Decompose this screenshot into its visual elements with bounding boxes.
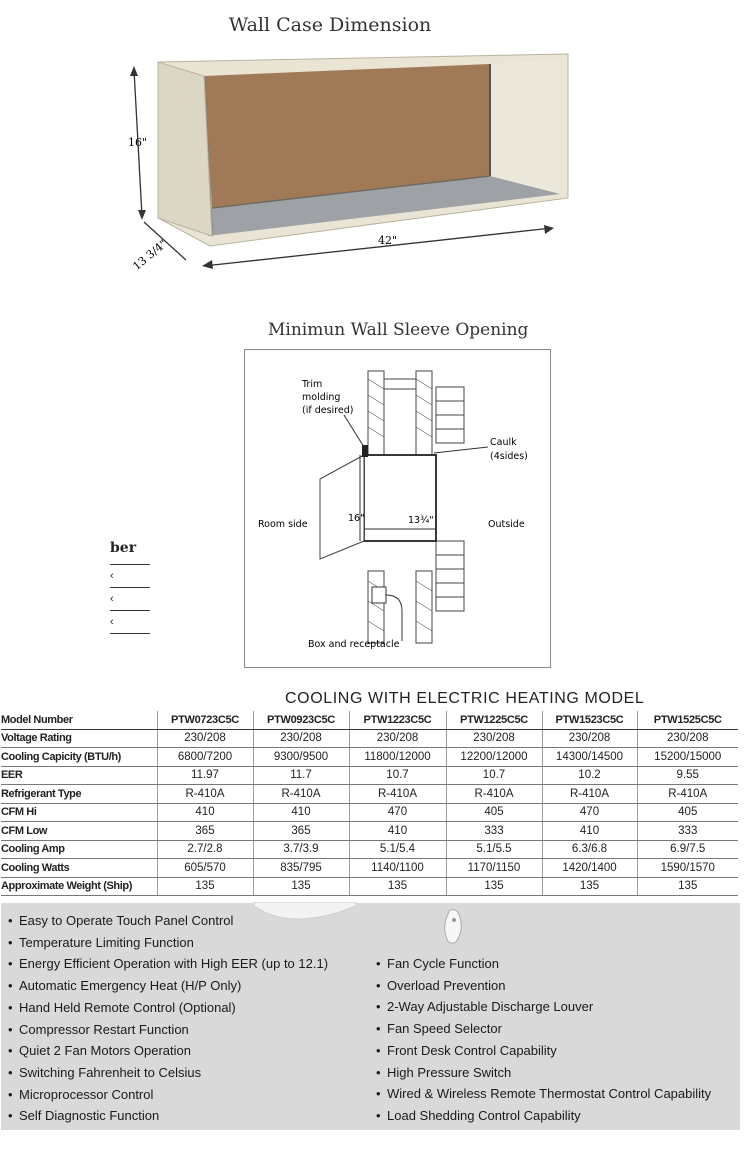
caulk-label-1: Caulk bbox=[490, 437, 517, 448]
table-cell: 333 bbox=[637, 822, 738, 841]
feature-item bbox=[8, 1087, 153, 1102]
table-cell: 835/795 bbox=[253, 859, 349, 878]
table-cell: 135 bbox=[637, 877, 738, 896]
bullet-icon: • bbox=[8, 956, 13, 972]
table-cell: 6800/7200 bbox=[157, 748, 253, 767]
case-depth-label: 13 3/4" bbox=[130, 237, 170, 273]
bullet-icon: • bbox=[8, 1043, 13, 1059]
table-cell: 135 bbox=[446, 877, 542, 896]
table-cell: 410 bbox=[157, 803, 253, 822]
feature-item bbox=[376, 978, 506, 993]
table-row bbox=[1, 822, 738, 841]
table-cell: 10.7 bbox=[349, 766, 446, 785]
feature-text: High Pressure Switch bbox=[387, 1064, 512, 1080]
bullet-icon: • bbox=[8, 999, 13, 1015]
row-label: EER bbox=[1, 766, 157, 785]
bullet-icon: • bbox=[8, 1108, 13, 1124]
row-label: Refrigerant Type bbox=[1, 785, 157, 804]
table-cell: R-410A bbox=[542, 785, 637, 804]
bullet-icon: • bbox=[8, 934, 13, 950]
table-cell: 9300/9500 bbox=[253, 748, 349, 767]
table-row bbox=[1, 877, 738, 896]
feature-text: Self Diagnostic Function bbox=[19, 1108, 160, 1124]
feature-item bbox=[8, 913, 233, 928]
feature-item bbox=[376, 1108, 581, 1123]
bullet-icon: • bbox=[376, 1021, 381, 1037]
feature-item bbox=[376, 956, 499, 971]
model-header: PTW1225C5C bbox=[446, 711, 542, 729]
table-cell: 12200/12000 bbox=[446, 748, 542, 767]
feature-item bbox=[8, 1000, 236, 1015]
case-height-label: 16" bbox=[128, 136, 148, 149]
row-label: CFM Hi bbox=[1, 803, 157, 822]
model-header: PTW0923C5C bbox=[253, 711, 349, 729]
sleeve-title: Minimun Wall Sleeve Opening bbox=[268, 320, 529, 340]
cropped-table-fragment bbox=[110, 540, 150, 634]
model-header: PTW1523C5C bbox=[542, 711, 637, 729]
row-label: Cooling Watts bbox=[1, 859, 157, 878]
feature-text: Fan Speed Selector bbox=[387, 1021, 502, 1037]
controller-image bbox=[252, 902, 362, 938]
feature-item bbox=[376, 1043, 557, 1058]
row-label: Voltage Rating bbox=[1, 729, 157, 748]
table-row bbox=[1, 766, 738, 785]
feature-text: Easy to Operate Touch Panel Control bbox=[19, 913, 234, 928]
bullet-icon: • bbox=[376, 1064, 381, 1080]
feature-text: Compressor Restart Function bbox=[19, 1021, 189, 1037]
fragment-row: ‹ bbox=[110, 565, 150, 588]
model-header: PTW1223C5C bbox=[349, 711, 446, 729]
bullet-icon: • bbox=[376, 977, 381, 993]
feature-item bbox=[376, 1086, 711, 1101]
table-cell: 230/208 bbox=[349, 729, 446, 748]
bullet-icon: • bbox=[8, 913, 13, 928]
table-cell: 1170/1150 bbox=[446, 859, 542, 878]
table-cell: R-410A bbox=[637, 785, 738, 804]
bullet-icon: • bbox=[376, 956, 381, 971]
feature-text: Load Shedding Control Capability bbox=[387, 1107, 581, 1123]
table-cell: 410 bbox=[542, 822, 637, 841]
table-cell: 135 bbox=[349, 877, 446, 896]
table-cell: R-410A bbox=[446, 785, 542, 804]
sleeve-height-label: 16" bbox=[348, 513, 365, 524]
remote-icon bbox=[436, 906, 470, 950]
table-row bbox=[1, 803, 738, 822]
table-cell: 410 bbox=[349, 822, 446, 841]
feature-text: Quiet 2 Fan Motors Operation bbox=[19, 1043, 191, 1059]
table-cell: 9.55 bbox=[637, 766, 738, 785]
feature-item bbox=[8, 1022, 189, 1037]
table-cell: 135 bbox=[253, 877, 349, 896]
table-cell: 605/570 bbox=[157, 859, 253, 878]
row-label: Cooling Amp bbox=[1, 840, 157, 859]
feature-item bbox=[8, 1043, 191, 1058]
table-cell: R-410A bbox=[349, 785, 446, 804]
feature-item bbox=[8, 1108, 159, 1123]
table-cell: 410 bbox=[253, 803, 349, 822]
table-cell: 3.7/3.9 bbox=[253, 840, 349, 859]
box-receptacle-label: Box and receptacle bbox=[308, 639, 400, 650]
room-side-label: Room side bbox=[258, 519, 308, 530]
caulk-label-2: (4sides) bbox=[490, 451, 528, 462]
table-cell: 405 bbox=[446, 803, 542, 822]
table-title: COOLING WITH ELECTRIC HEATING MODEL bbox=[285, 690, 645, 707]
table-cell: 6.3/6.8 bbox=[542, 840, 637, 859]
model-header: PTW0723C5C bbox=[157, 711, 253, 729]
row-label: Approximate Weight (Ship) bbox=[1, 877, 157, 896]
table-header-row bbox=[1, 711, 738, 729]
table-cell: 135 bbox=[157, 877, 253, 896]
table-cell: 365 bbox=[157, 822, 253, 841]
bullet-icon: • bbox=[8, 1064, 13, 1080]
table-cell: R-410A bbox=[157, 785, 253, 804]
table-cell: 1590/1570 bbox=[637, 859, 738, 878]
bullet-icon: • bbox=[8, 978, 13, 994]
table-cell: 230/208 bbox=[542, 729, 637, 748]
fragment-row: ‹ bbox=[110, 611, 150, 634]
table-cell: 230/208 bbox=[637, 729, 738, 748]
feature-item bbox=[376, 999, 593, 1014]
table-cell: 230/208 bbox=[157, 729, 253, 748]
spec-table bbox=[1, 711, 738, 896]
table-cell: 1140/1100 bbox=[349, 859, 446, 878]
model-header: PTW1525C5C bbox=[637, 711, 738, 729]
feature-text: Automatic Emergency Heat (H/P Only) bbox=[19, 978, 242, 994]
bullet-icon: • bbox=[8, 1021, 13, 1037]
table-cell: 5.1/5.4 bbox=[349, 840, 446, 859]
bullet-icon: • bbox=[376, 1086, 381, 1102]
feature-text: Microprocessor Control bbox=[19, 1086, 154, 1102]
table-cell: 1420/1400 bbox=[542, 859, 637, 878]
table-cell: R-410A bbox=[253, 785, 349, 804]
feature-text: Front Desk Control Capability bbox=[387, 1042, 557, 1058]
table-cell: 11.7 bbox=[253, 766, 349, 785]
feature-text: Overload Prevention bbox=[387, 977, 506, 993]
table-cell: 10.2 bbox=[542, 766, 637, 785]
trim-label-3: (if desired) bbox=[302, 405, 354, 416]
feature-item bbox=[376, 1065, 511, 1080]
table-cell: 15200/15000 bbox=[637, 748, 738, 767]
table-cell: 405 bbox=[637, 803, 738, 822]
bullet-icon: • bbox=[376, 999, 381, 1015]
feature-text: Fan Cycle Function bbox=[387, 956, 499, 971]
feature-item bbox=[8, 978, 241, 993]
feature-text: Hand Held Remote Control (Optional) bbox=[19, 999, 236, 1015]
feature-item bbox=[8, 935, 194, 950]
row-label: Cooling Capicity (BTU/h) bbox=[1, 748, 157, 767]
feature-item bbox=[8, 1065, 201, 1080]
bullet-icon: • bbox=[376, 1042, 381, 1058]
table-cell: 11800/12000 bbox=[349, 748, 446, 767]
table-cell: 11.97 bbox=[157, 766, 253, 785]
feature-text: Wired & Wireless Remote Thermostat Control Capability bbox=[387, 1086, 712, 1102]
feature-text: 2-Way Adjustable Discharge Louver bbox=[387, 999, 594, 1015]
header-label: Model Number bbox=[1, 711, 157, 729]
table-cell: 5.1/5.5 bbox=[446, 840, 542, 859]
case-width-label: 42" bbox=[378, 234, 398, 247]
table-cell: 470 bbox=[349, 803, 446, 822]
table-cell: 365 bbox=[253, 822, 349, 841]
table-cell: 2.7/2.8 bbox=[157, 840, 253, 859]
wall-case-illustration bbox=[120, 48, 580, 278]
wall-case-title: Wall Case Dimension bbox=[228, 14, 432, 36]
trim-label-2: molding bbox=[302, 392, 341, 403]
feature-item bbox=[8, 956, 328, 971]
table-cell: 333 bbox=[446, 822, 542, 841]
row-label: CFM Low bbox=[1, 822, 157, 841]
feature-text: Switching Fahrenheit to Celsius bbox=[19, 1064, 202, 1080]
feature-text: Temperature Limiting Function bbox=[19, 934, 194, 950]
trim-label-1: Trim bbox=[302, 379, 323, 390]
table-cell: 10.7 bbox=[446, 766, 542, 785]
table-row bbox=[1, 840, 738, 859]
table-cell: 14300/14500 bbox=[542, 748, 637, 767]
outside-label: Outside bbox=[488, 519, 525, 530]
table-row bbox=[1, 859, 738, 878]
table-cell: 230/208 bbox=[446, 729, 542, 748]
table-cell: 230/208 bbox=[253, 729, 349, 748]
feature-text: Energy Efficient Operation with High EER (up to 12.1) bbox=[19, 956, 329, 972]
sleeve-diagram bbox=[244, 349, 556, 669]
table-cell: 470 bbox=[542, 803, 637, 822]
feature-item bbox=[376, 1021, 502, 1036]
table-row bbox=[1, 729, 738, 748]
table-row bbox=[1, 748, 738, 767]
bullet-icon: • bbox=[8, 1086, 13, 1102]
table-cell: 6.9/7.5 bbox=[637, 840, 738, 859]
bullet-icon: • bbox=[376, 1107, 381, 1123]
sleeve-depth-label: 13¾" bbox=[408, 515, 434, 526]
fragment-row: ‹ bbox=[110, 588, 150, 611]
table-row bbox=[1, 785, 738, 804]
table-cell: 135 bbox=[542, 877, 637, 896]
fragment-header: ber bbox=[110, 540, 150, 565]
